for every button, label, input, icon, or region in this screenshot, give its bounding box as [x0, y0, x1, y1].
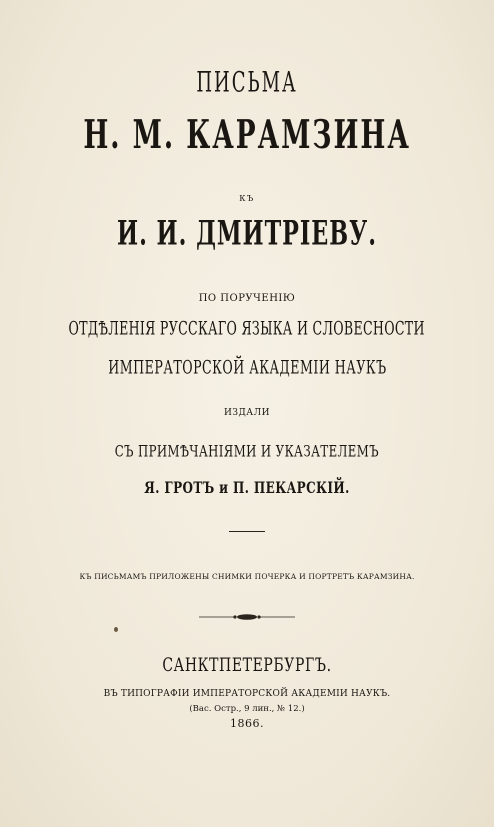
- recipient-name: И. И. ДМИТРІЕВУ.: [117, 214, 377, 254]
- by-commission: ПО ПОРУЧЕНІЮ: [198, 293, 296, 304]
- title-line-author: [0, 113, 494, 159]
- department-name: ОТДѢЛЕНІЯ РУССКАГО ЯЗЫКА И СЛОВЕСНОСТИ: [68, 318, 426, 341]
- editors-line: [0, 477, 494, 497]
- to-word: КЪ: [239, 194, 255, 203]
- notes-line: [0, 440, 494, 461]
- recipient-line: [0, 214, 494, 254]
- ornament-divider: [199, 612, 295, 622]
- author-name: Н. М. КАРАМЗИНА: [83, 113, 411, 159]
- year-line: [0, 714, 494, 730]
- attached-line: [0, 566, 494, 582]
- academy-name: ИМПЕРАТОРСКОЙ АКАДЕМІИ НАУКЪ: [107, 357, 387, 380]
- publication-year: 1866.: [230, 717, 264, 730]
- editors-names: Я. ГРОТЪ и П. ПЕКАРСКІЙ.: [144, 478, 350, 497]
- address-line: [0, 698, 494, 714]
- title-line-letters: [0, 66, 494, 100]
- with-notes: СЪ ПРИМѢЧАНІЯМИ И УКАЗАТЕЛЕМЪ: [114, 441, 380, 461]
- published-word: ИЗДАЛИ: [224, 408, 270, 418]
- city-name: САНКТПЕТЕРБУРГЪ.: [162, 654, 332, 677]
- divider-rule: [229, 531, 265, 532]
- to-line: [0, 188, 494, 204]
- commission-line: [0, 288, 494, 304]
- published-line: [0, 402, 494, 418]
- printer-name: ВЪ ТИПОГРАФІИ ИМПЕРАТОРСКОЙ АКАДЕМІИ НАУКЪ.: [103, 689, 391, 699]
- title-letters-word: ПИСЬМА: [196, 66, 298, 100]
- paper-speck: [114, 627, 118, 632]
- department-line: [0, 317, 494, 341]
- printer-address: (Вас. Остр., 9 лин., № 12.): [189, 704, 305, 714]
- attached-note: КЪ ПИСЬМАМЪ ПРИЛОЖЕНЫ СНИМКИ ПОЧЕРКА И ПОРТРЕТЪ КАРАМЗИНА.: [79, 572, 415, 581]
- academy-line: [0, 356, 494, 380]
- printer-line: [0, 683, 494, 699]
- city-line: [0, 654, 494, 677]
